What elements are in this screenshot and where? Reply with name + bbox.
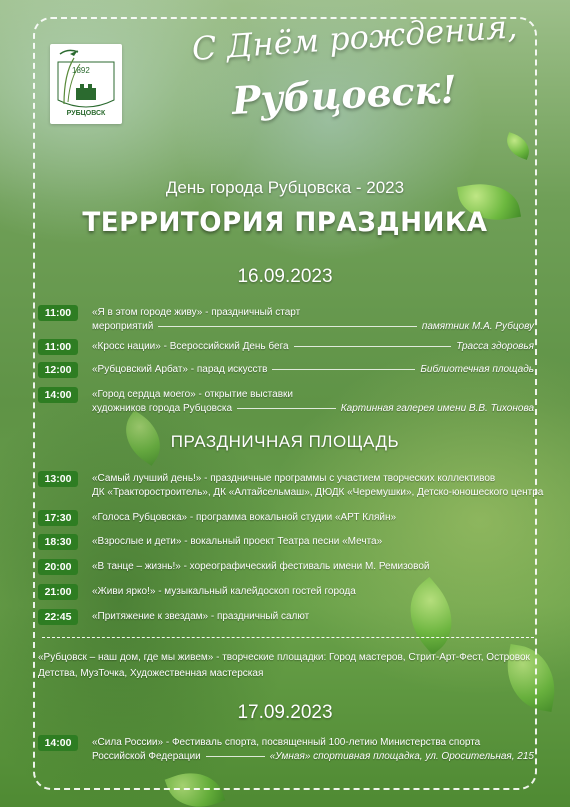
event-title: «В танце – жизнь!» - хореографический фестиваль имени М. Ремизовой: [92, 561, 430, 572]
subtitle: День города Рубцовска - 2023: [165, 178, 405, 197]
event-title: «Сила России» - Фестиваль спорта, посвященный 100-летию Министерства спорта: [92, 737, 481, 748]
schedule-row: [38, 339, 534, 355]
event-title: «Притяжение к звездам» - праздничный салют: [92, 611, 310, 622]
event-title-cont: ДК «Тракторостроитель», ДК «Алтайсельмаш», ДЮДК «Черемушки», Детско-юношеского центра: [92, 487, 544, 498]
schedule-row: [38, 362, 534, 378]
leader-line: [294, 346, 452, 347]
city-logo: [50, 44, 122, 124]
time-badge: 22:45: [38, 609, 78, 625]
leader-line: [272, 369, 415, 370]
event-title: «Город сердца моего» - открытие выставки: [92, 389, 293, 400]
time-badge: 11:00: [38, 339, 78, 355]
event-place: «Умная» спортивная площадка, ул. Оросительная, 215: [269, 751, 534, 762]
time-badge: 13:00: [38, 471, 78, 487]
greeting-line-1: С Днём рождения,: [190, 7, 519, 68]
event-line: [92, 363, 534, 376]
event-line: [92, 340, 534, 353]
event-title-cont: мероприятий: [92, 321, 154, 332]
event-title: «Голоса Рубцовска» - программа вокальной студии «АРТ Кляйн»: [92, 512, 397, 523]
time-badge: 14:00: [38, 387, 78, 403]
date-day1: 16.09.2023: [237, 266, 333, 287]
time-badge: 12:00: [38, 362, 78, 378]
event-line: [92, 320, 534, 333]
event-place: памятник М.А. Рубцову: [421, 321, 534, 332]
leader-line: [237, 408, 336, 409]
main-title: ТЕРРИТОРИЯ ПРАЗДНИКА: [82, 207, 488, 238]
event-title: «Живи ярко!» - музыкальный калейдоскоп гостей города: [92, 586, 356, 597]
time-badge: 11:00: [38, 305, 78, 321]
logo-year: 1892: [72, 66, 90, 75]
date-day2: 17.09.2023: [237, 702, 333, 723]
extra-line-2: Детства, МузТочка, Художественная мастерская: [38, 668, 264, 679]
event-title: «Кросс нации» - Всероссийский День бега: [92, 341, 289, 352]
schedule-row: [38, 584, 534, 600]
leader-line: [158, 326, 417, 327]
event-title-cont: Российской Федерации: [92, 751, 201, 762]
time-badge: 20:00: [38, 559, 78, 575]
event-line: [92, 402, 534, 415]
time-badge: 14:00: [38, 735, 78, 751]
event-title: «Самый лучший день!» - праздничные программы с участием творческих коллективов: [92, 473, 496, 484]
extra-program: [38, 650, 534, 682]
event-line: [92, 750, 534, 763]
time-badge: 18:30: [38, 534, 78, 550]
schedule-row: [38, 609, 534, 625]
event-title: «Рубцовский Арбат» - парад искусств: [92, 364, 268, 375]
event-title: «Взрослые и дети» - вокальный проект Театра песни «Мечта»: [92, 536, 383, 547]
schedule-row: [38, 510, 534, 526]
schedule-row: [38, 534, 534, 550]
event-place: Трасса здоровья: [456, 341, 534, 352]
greeting-line-2: Рубцовск!: [230, 66, 458, 123]
time-badge: 17:30: [38, 510, 78, 526]
section-title: ПРАЗДНИЧНАЯ ПЛОЩАДЬ: [170, 432, 400, 451]
logo-city-name: РУБЦОВСК: [66, 110, 106, 117]
event-title-cont: художников города Рубцовска: [92, 403, 232, 414]
event-place: Картинная галерея имени В.В. Тихонова: [340, 403, 534, 414]
schedule-row: [38, 387, 534, 417]
event-title: «Я в этом городе живу» - праздничный старт: [92, 307, 301, 318]
time-badge: 21:00: [38, 584, 78, 600]
schedule-row: [38, 735, 534, 765]
leader-line: [206, 756, 265, 757]
extra-line-1: «Рубцовск – наш дом, где мы живем» - творческие площадки: Город мастеров, Стрит-Арт-Фест, Островок: [38, 652, 530, 663]
schedule-row: [38, 559, 534, 575]
event-place: Библиотечная площадь: [420, 364, 534, 375]
dashed-separator: [42, 637, 534, 638]
schedule-row: [38, 305, 534, 335]
schedule-row: [38, 471, 544, 501]
